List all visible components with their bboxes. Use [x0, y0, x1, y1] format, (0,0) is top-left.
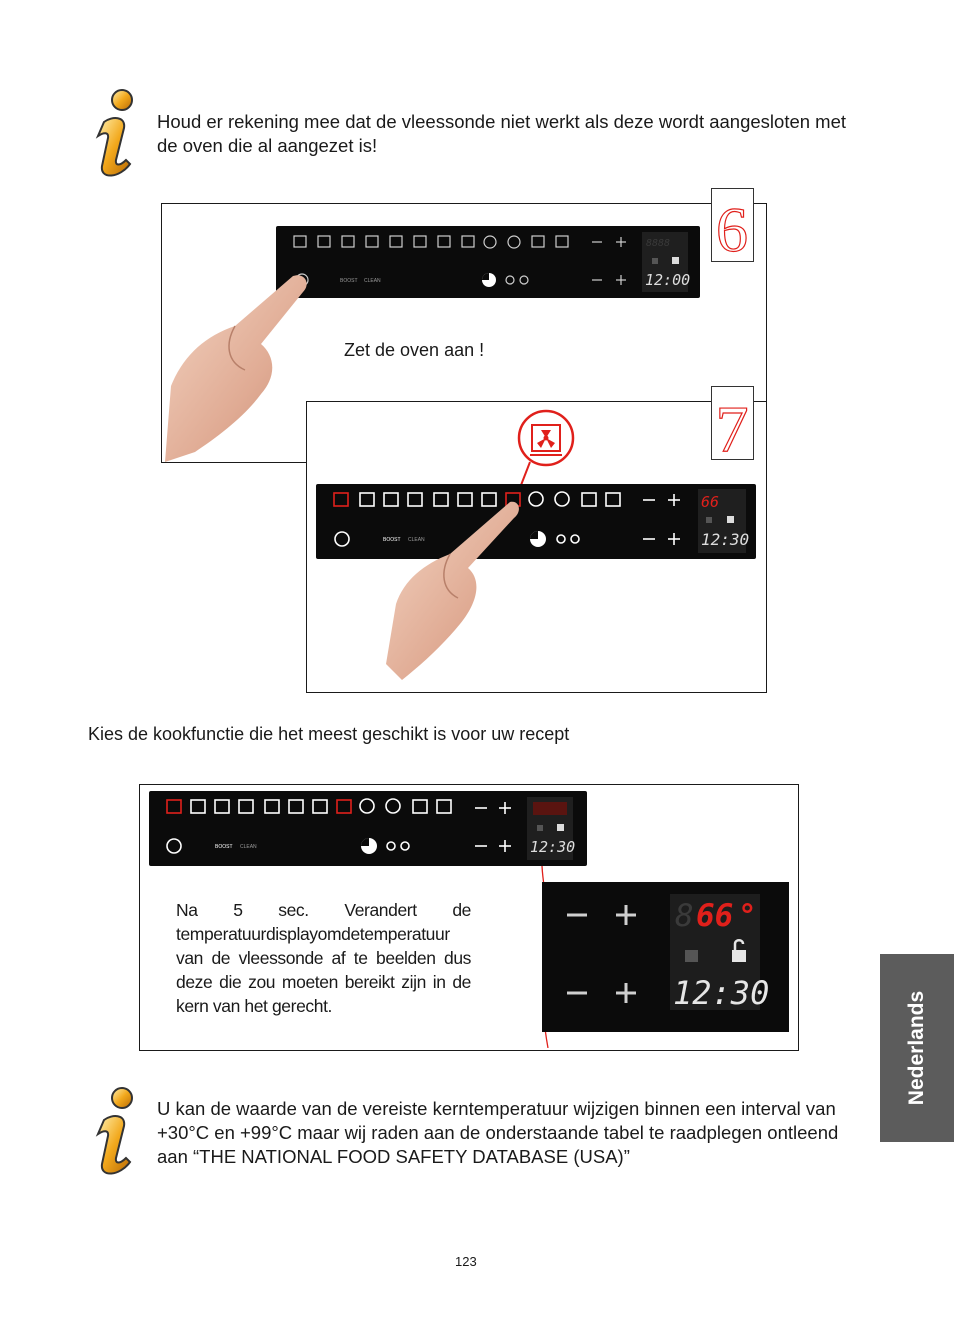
temperature-display-zoom [542, 882, 789, 1032]
language-tab [880, 954, 954, 1142]
clean-label: CLEAN [364, 278, 381, 284]
step-6-caption: Zet de oven aan ! [344, 340, 485, 360]
step-number-7 [712, 387, 753, 459]
hand-pointing-image [382, 494, 522, 684]
step-number-6 [712, 189, 753, 261]
instruction-text: Kies de kookfunctie die het meest geschikt is voor uw recept [88, 724, 570, 744]
temp-unit: ° [738, 898, 757, 934]
boost-label: BOOST [383, 537, 401, 543]
temp-prefix-digit: 8 [675, 898, 694, 934]
info-note-bottom: U kan de waarde van de vereiste kerntemperatuur wijzigen binnen een interval van +30°C en +99°C maar wij raden aan de onderstaande tabel te raadplegen ontleend aan “THE NATIONAL FOOD SAFETY DATABASE (USA)” [157, 1098, 839, 1167]
oven-control-panel [276, 226, 700, 298]
hand-pointing-image [165, 266, 315, 466]
info-note-top: Houd er rekening mee dat de vleessonde niet werkt als deze wordt aangesloten met de oven die al aangezet is! [157, 111, 847, 156]
clock-display: 12:30 [530, 838, 576, 856]
clock-display: 12:30 [701, 530, 750, 549]
boost-label: BOOST [215, 844, 233, 850]
clock-display-large: 12:30 [673, 974, 770, 1012]
svg-text:6: 6 [716, 194, 748, 261]
step-7-badge [711, 386, 754, 460]
clean-label: CLEAN [408, 537, 425, 543]
lock-closed-icon [685, 950, 698, 962]
info-icon [86, 88, 142, 184]
language-tab-label: Nederlands [905, 990, 928, 1106]
clock-display: 12:00 [645, 271, 691, 289]
page-number: 123 [455, 1254, 477, 1269]
svg-text:8888: 8888 [646, 238, 671, 249]
svg-text:7: 7 [715, 393, 749, 459]
boost-label: BOOST [340, 278, 358, 284]
description-text: Na 5 sec. Verandert de temperatuurdisplayomdetemperatuur van de vleessonde af te beelden dus deze die zou moeten bereikt zijn in de kern van het gerecht. [176, 900, 471, 1016]
step-6-badge [711, 188, 754, 262]
oven-control-panel-small [149, 791, 587, 866]
probe-temperature-value: 66 [696, 898, 734, 934]
temperature-display: 66 [701, 493, 720, 511]
info-icon [86, 1086, 142, 1182]
clean-label: CLEAN [240, 844, 257, 850]
